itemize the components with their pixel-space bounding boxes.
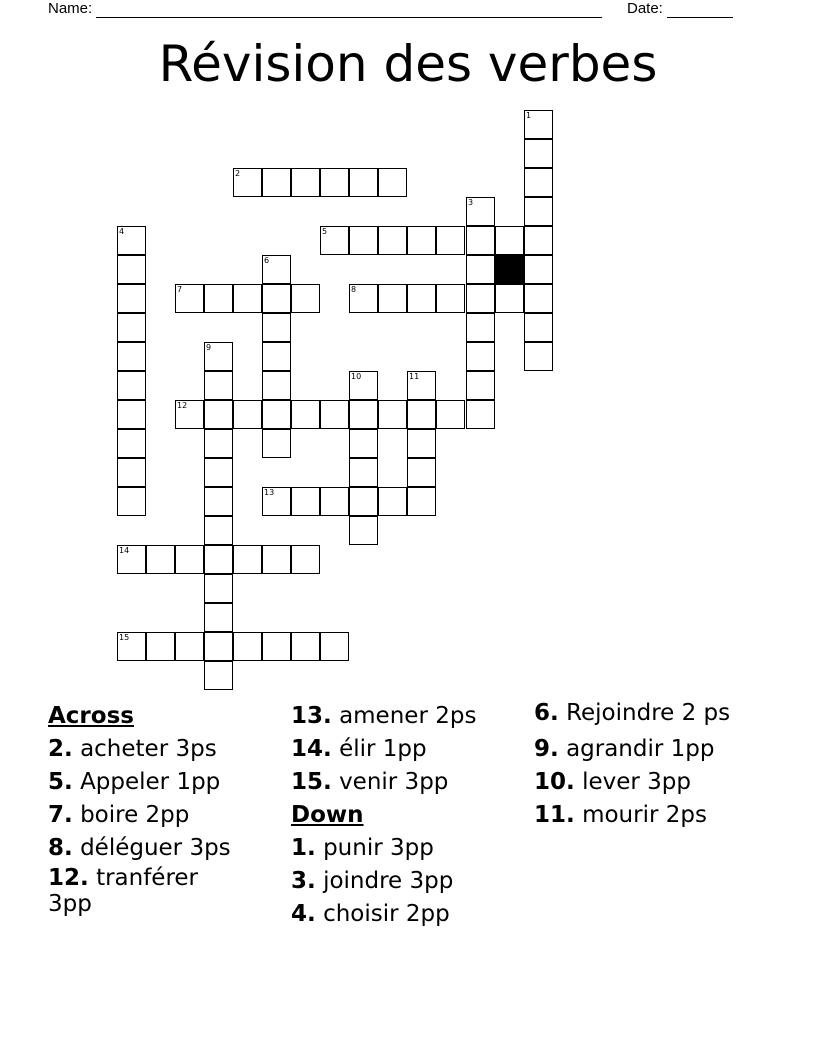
page-title: Révision des verbes xyxy=(158,35,658,93)
grid-cell[interactable] xyxy=(320,226,349,255)
clue-number: 1 xyxy=(526,111,532,120)
clue-number: 14 xyxy=(119,546,130,555)
grid-cell[interactable] xyxy=(233,632,262,661)
grid-cell[interactable] xyxy=(204,574,233,603)
grid-cell[interactable] xyxy=(204,429,233,458)
grid-cell[interactable] xyxy=(524,255,553,284)
grid-cell[interactable] xyxy=(262,429,291,458)
clue-number: 6 xyxy=(264,256,270,265)
grid-cell[interactable] xyxy=(117,400,146,429)
grid-cell[interactable] xyxy=(466,371,495,400)
grid-cell[interactable] xyxy=(291,545,320,574)
grid-cell[interactable] xyxy=(349,168,378,197)
grid-cell[interactable] xyxy=(233,545,262,574)
grid-cell[interactable] xyxy=(466,226,495,255)
down-clue: 3. joindre 3pp xyxy=(291,868,454,894)
grid-cell[interactable] xyxy=(378,487,407,516)
clue-number: 12 xyxy=(177,401,188,410)
clue-column-3 xyxy=(534,700,754,832)
grid-cell[interactable] xyxy=(524,342,553,371)
grid-cell[interactable] xyxy=(349,400,378,429)
grid-cell[interactable] xyxy=(466,255,495,284)
grid-cell[interactable] xyxy=(204,458,233,487)
across-clue: 2. acheter 3ps xyxy=(48,736,217,762)
grid-cell[interactable] xyxy=(204,487,233,516)
grid-cell[interactable] xyxy=(117,226,146,255)
clue-column-1 xyxy=(48,700,278,924)
grid-cell[interactable] xyxy=(407,458,436,487)
grid-cell[interactable] xyxy=(262,400,291,429)
grid-cell[interactable] xyxy=(117,284,146,313)
clue-number: 4 xyxy=(119,227,125,236)
down-clue: 6. Rejoindre 2 ps xyxy=(534,700,731,726)
clue-number: 9 xyxy=(206,343,212,352)
grid-cell[interactable] xyxy=(320,168,349,197)
across-clue: 8. déléguer 3ps xyxy=(48,835,231,861)
grid-cell[interactable] xyxy=(262,313,291,342)
grid-cell[interactable] xyxy=(175,545,204,574)
grid-cell[interactable] xyxy=(378,168,407,197)
grid-cell[interactable] xyxy=(146,545,175,574)
grid-cell[interactable] xyxy=(320,487,349,516)
across-clue: 14. élir 1pp xyxy=(291,736,427,762)
grid-cell[interactable] xyxy=(262,342,291,371)
grid-cell[interactable] xyxy=(262,168,291,197)
clue-number: 2 xyxy=(235,169,241,178)
grid-cell[interactable] xyxy=(204,371,233,400)
grid-cell[interactable] xyxy=(349,429,378,458)
across-clue: 7. boire 2pp xyxy=(48,802,190,828)
name-field[interactable] xyxy=(48,0,602,18)
grid-cell[interactable] xyxy=(204,342,233,371)
grid-cell[interactable] xyxy=(204,603,233,632)
grid-cell[interactable] xyxy=(407,400,436,429)
down-heading: Down xyxy=(291,802,364,828)
grid-cell[interactable] xyxy=(291,284,320,313)
grid-cell[interactable] xyxy=(349,371,378,400)
grid-cell[interactable] xyxy=(407,487,436,516)
grid-cell[interactable] xyxy=(320,632,349,661)
grid-cell[interactable] xyxy=(233,400,262,429)
grid-cell[interactable] xyxy=(524,226,553,255)
grid-cell[interactable] xyxy=(378,400,407,429)
grid-cell[interactable] xyxy=(204,661,233,690)
name-label: Name: xyxy=(48,0,93,17)
grid-cell[interactable] xyxy=(117,632,146,661)
clue-number: 8 xyxy=(351,285,357,294)
across-heading: Across xyxy=(48,703,134,729)
grid-cell[interactable] xyxy=(175,632,204,661)
grid-cell[interactable] xyxy=(378,284,407,313)
grid-cell[interactable] xyxy=(175,400,204,429)
grid-cell[interactable] xyxy=(204,400,233,429)
grid-cell[interactable] xyxy=(524,197,553,226)
grid-cell[interactable] xyxy=(262,371,291,400)
grid-cell[interactable] xyxy=(407,284,436,313)
grid-cell[interactable] xyxy=(466,400,495,429)
grid-cell[interactable] xyxy=(117,545,146,574)
grid-cell[interactable] xyxy=(407,226,436,255)
grid-cell[interactable] xyxy=(524,110,553,139)
date-field[interactable] xyxy=(627,0,733,18)
grid-cell[interactable] xyxy=(204,284,233,313)
across-clue: 13. amener 2ps xyxy=(291,703,477,729)
clue-number: 3 xyxy=(468,198,474,207)
grid-cell[interactable] xyxy=(204,545,233,574)
grid-cell[interactable] xyxy=(262,255,291,284)
grid-cell[interactable] xyxy=(291,632,320,661)
grid-cell[interactable] xyxy=(349,487,378,516)
grid-cell[interactable] xyxy=(262,632,291,661)
grid-cell[interactable] xyxy=(117,487,146,516)
grid-cell[interactable] xyxy=(349,516,378,545)
grid-cell[interactable] xyxy=(204,632,233,661)
date-label: Date: xyxy=(627,0,663,17)
grid-cell[interactable] xyxy=(349,458,378,487)
grid-cell[interactable] xyxy=(175,284,204,313)
date-line[interactable] xyxy=(667,3,733,18)
grid-cell[interactable] xyxy=(117,458,146,487)
clue-number: 15 xyxy=(119,633,130,642)
name-line[interactable] xyxy=(96,3,602,18)
grid-cell[interactable] xyxy=(262,545,291,574)
grid-cell[interactable] xyxy=(320,400,349,429)
grid-cell[interactable] xyxy=(262,487,291,516)
grid-cell[interactable] xyxy=(407,429,436,458)
grid-cell[interactable] xyxy=(291,487,320,516)
grid-cell[interactable] xyxy=(466,313,495,342)
clue-number: 10 xyxy=(351,372,362,381)
grid-cell[interactable] xyxy=(349,226,378,255)
clue-number: 11 xyxy=(409,372,420,381)
down-clue: 1. punir 3pp xyxy=(291,835,434,861)
down-clue: 4. choisir 2pp xyxy=(291,901,450,927)
grid-cell[interactable] xyxy=(524,284,553,313)
clue-number: 13 xyxy=(264,488,275,497)
grid-cell[interactable] xyxy=(436,226,465,255)
grid-cell[interactable] xyxy=(117,429,146,458)
grid-cell[interactable] xyxy=(495,284,524,313)
grid-cell[interactable] xyxy=(436,400,465,429)
grid-cell[interactable] xyxy=(291,400,320,429)
grid-cell[interactable] xyxy=(117,313,146,342)
grid-cell[interactable] xyxy=(204,516,233,545)
grid-cell[interactable] xyxy=(436,284,465,313)
across-clue: 15. venir 3pp xyxy=(291,769,449,795)
grid-cell[interactable] xyxy=(407,371,436,400)
grid-cell[interactable] xyxy=(524,139,553,168)
grid-cell[interactable] xyxy=(495,226,524,255)
grid-black-cell xyxy=(495,255,524,284)
grid-cell[interactable] xyxy=(146,632,175,661)
across-clue: 12. tranférer 3pp xyxy=(48,865,199,917)
grid-cell[interactable] xyxy=(233,284,262,313)
grid-cell[interactable] xyxy=(233,168,262,197)
grid-cell[interactable] xyxy=(466,342,495,371)
across-clue: 5. Appeler 1pp xyxy=(48,769,221,795)
grid-cell[interactable] xyxy=(117,255,146,284)
down-clue: 9. agrandir 1pp xyxy=(534,736,715,762)
down-clue: 10. lever 3pp xyxy=(534,769,691,795)
grid-cell[interactable] xyxy=(524,168,553,197)
down-clue: 11. mourir 2ps xyxy=(534,802,707,828)
grid-cell[interactable] xyxy=(291,168,320,197)
grid-cell[interactable] xyxy=(466,284,495,313)
grid-cell[interactable] xyxy=(524,313,553,342)
clue-number: 7 xyxy=(177,285,183,294)
grid-cell[interactable] xyxy=(378,226,407,255)
grid-cell[interactable] xyxy=(349,284,378,313)
clue-column-2 xyxy=(291,700,521,931)
grid-cell[interactable] xyxy=(117,371,146,400)
grid-cell[interactable] xyxy=(466,197,495,226)
clue-number: 5 xyxy=(322,227,328,236)
grid-cell[interactable] xyxy=(117,342,146,371)
grid-cell[interactable] xyxy=(262,284,291,313)
